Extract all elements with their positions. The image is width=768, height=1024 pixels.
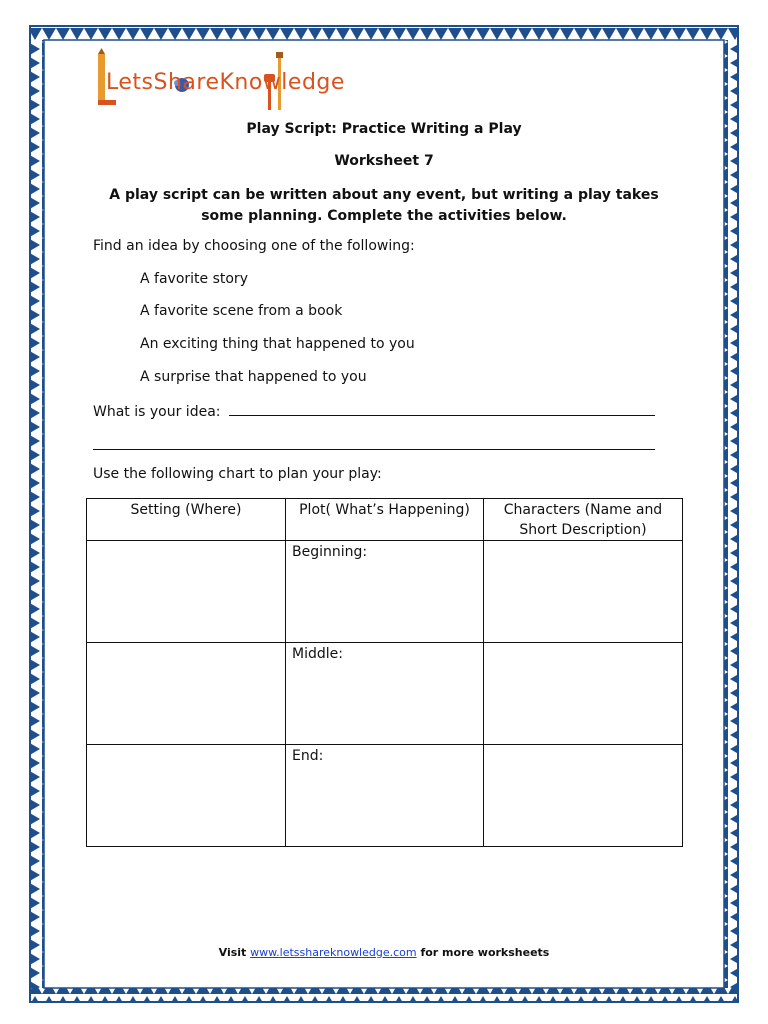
worksheet-title: Play Script: Practice Writing a Play <box>246 121 522 137</box>
option-item: A favorite story <box>140 271 248 287</box>
plot-cell[interactable] <box>286 541 484 643</box>
header-plot: Plot( What’s Happening) <box>286 499 484 541</box>
setting-cell[interactable] <box>87 643 286 745</box>
plot-label: Beginning: <box>292 544 368 560</box>
table-header-row <box>87 499 683 541</box>
idea-answer-line-2[interactable] <box>93 449 655 450</box>
plot-cell[interactable] <box>286 745 484 847</box>
intro-text: A play script can be written about any event, but writing a play takes some planning. Complete the activities below. <box>109 187 659 224</box>
characters-cell[interactable] <box>484 745 683 847</box>
setting-cell[interactable] <box>87 541 286 643</box>
table-row <box>87 643 683 745</box>
characters-cell[interactable] <box>484 541 683 643</box>
find-idea-prompt: Find an idea by choosing one of the following: <box>93 238 415 254</box>
setting-cell[interactable] <box>87 745 286 847</box>
plot-label: Middle: <box>292 646 343 662</box>
option-item: An exciting thing that happened to you <box>140 336 415 352</box>
table-row <box>87 745 683 847</box>
chart-prompt: Use the following chart to plan your play: <box>93 466 382 482</box>
footer <box>0 946 768 959</box>
plot-label: End: <box>292 748 324 764</box>
idea-row <box>93 401 655 420</box>
worksheet-number: Worksheet 7 <box>334 153 434 169</box>
option-item: A surprise that happened to you <box>140 369 367 385</box>
footer-prefix: Visit <box>218 946 247 959</box>
characters-cell[interactable] <box>484 643 683 745</box>
brand-logo <box>92 48 352 118</box>
idea-answer-line[interactable] <box>229 401 655 416</box>
footer-link[interactable]: www.letsshareknowledge.com <box>250 946 417 959</box>
option-item: A favorite scene from a book <box>140 303 343 319</box>
header-characters: Characters (Name and Short Description) <box>484 499 683 541</box>
logo-text: LetsShareKnowledge <box>106 70 345 95</box>
plot-cell[interactable] <box>286 643 484 745</box>
header-setting: Setting (Where) <box>87 499 286 541</box>
footer-suffix: for more worksheets <box>420 946 550 959</box>
idea-prompt: What is your idea: <box>93 404 221 420</box>
play-plan-table <box>86 498 683 847</box>
table-row <box>87 541 683 643</box>
